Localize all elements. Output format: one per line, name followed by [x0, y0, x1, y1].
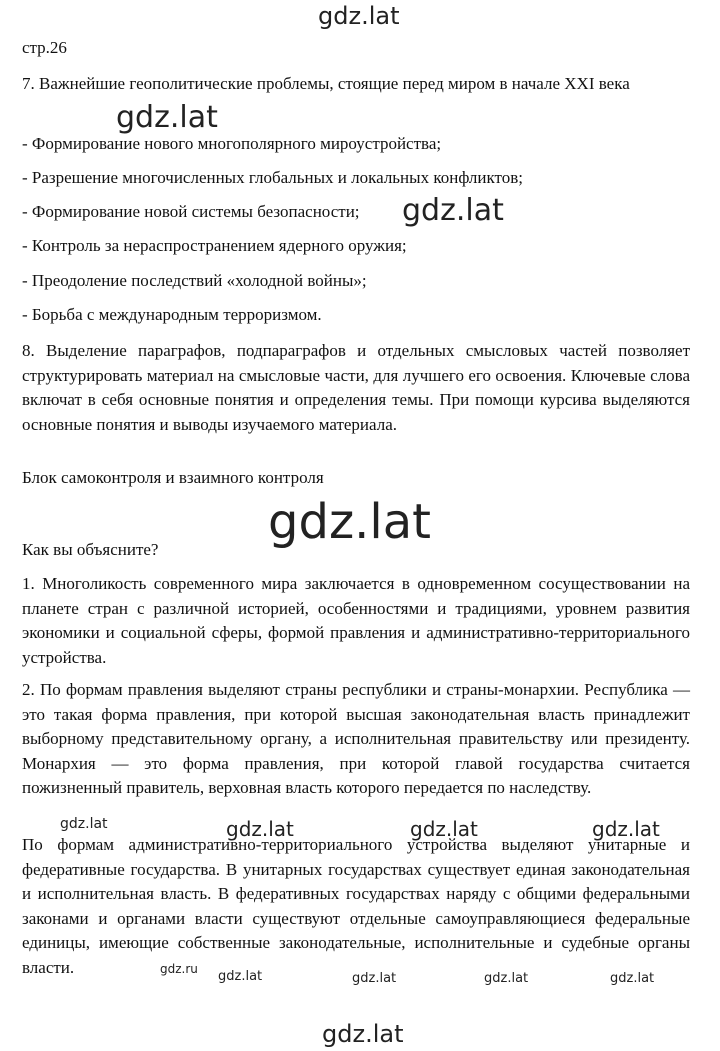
watermark-row2-e: gdz.lat [610, 971, 655, 986]
q7-heading: 7. Важнейшие геополитические проблемы, стоящие перед миром в начале XXI века [22, 74, 630, 93]
watermark-list-inline: gdz.lat [398, 196, 508, 226]
explain-title: Как вы объясните? [22, 540, 159, 559]
watermark-bottom: gdz.lat [322, 1020, 404, 1048]
watermark-row2-a: gdz.ru [160, 962, 198, 976]
q7-item-2: - Разрешение многочисленных глобальных и локальных конфликтов; [22, 168, 523, 187]
q7-item-6: - Борьба с международным терроризмом. [22, 305, 322, 324]
watermark-top: gdz.lat [318, 2, 400, 30]
watermark-row1-d: gdz.lat [592, 817, 660, 841]
watermark-row2-b: gdz.lat [218, 969, 263, 984]
q7-item-4: - Контроль за нераспространением ядерного оружия; [22, 236, 407, 255]
watermark-row2-c: gdz.lat [352, 971, 397, 986]
answer-2: 2. По формам правления выделяют страны республики и страны-монархии. Республика — это такая форма правления, при которой высшая законодательная власть принадлежит выборному представительному органу, а исполнительная правительству или президенту. Монархия — это форма правления, при которой главой государства считается пожизненный правитель, верховная власть которого передается по наследству. [22, 680, 690, 797]
answer-1: 1. Многоликость современного мира заключается в одновременном сосуществовании на планете стран с различной историей, особенностями и традициями, уровнем развития экономики и социальной сферы, формой правления и административно-территориального устройства. [22, 574, 690, 667]
page-reference: стр.26 [22, 38, 67, 57]
block-title: Блок самоконтроля и взаимного контроля [22, 468, 324, 487]
q7-item-1: - Формирование нового многополярного мироустройства; [22, 134, 442, 153]
q8-paragraph: 8. Выделение параграфов, подпараграфов и отдельных смысловых частей позволяет структурировать материал на смысловые части, для лучшего его освоения. Ключевые слова включат в себя основные понятия и определения темы. При помощи курсива выделяются основные понятия и выводы изучаемого материала. [22, 341, 690, 434]
watermark-row2-d: gdz.lat [484, 971, 529, 986]
q7-item-3: - Формирование новой системы безопасности; [22, 202, 360, 221]
watermark-row1-a: gdz.lat [60, 816, 108, 832]
watermark-row1-b: gdz.lat [226, 817, 294, 841]
watermark-list: gdz.lat [112, 103, 222, 133]
watermark-row1-c: gdz.lat [410, 817, 478, 841]
answer-3: По формам административно-территориального устройства выделяют унитарные и федеративные государства. В унитарных государствах существует единая законодательная и исполнительная власть. В федеративных государствах наряду с общими федеральными законами и органами власти существуют отдельные самоуправляющиеся федеральные единицы, имеющие собственные законодательные, исполнительные и судебные органы власти. [22, 835, 690, 977]
q7-item-5: - Преодоление последствий «холодной войны»; [22, 271, 367, 290]
watermark-center-big: gdz.lat [268, 494, 431, 550]
